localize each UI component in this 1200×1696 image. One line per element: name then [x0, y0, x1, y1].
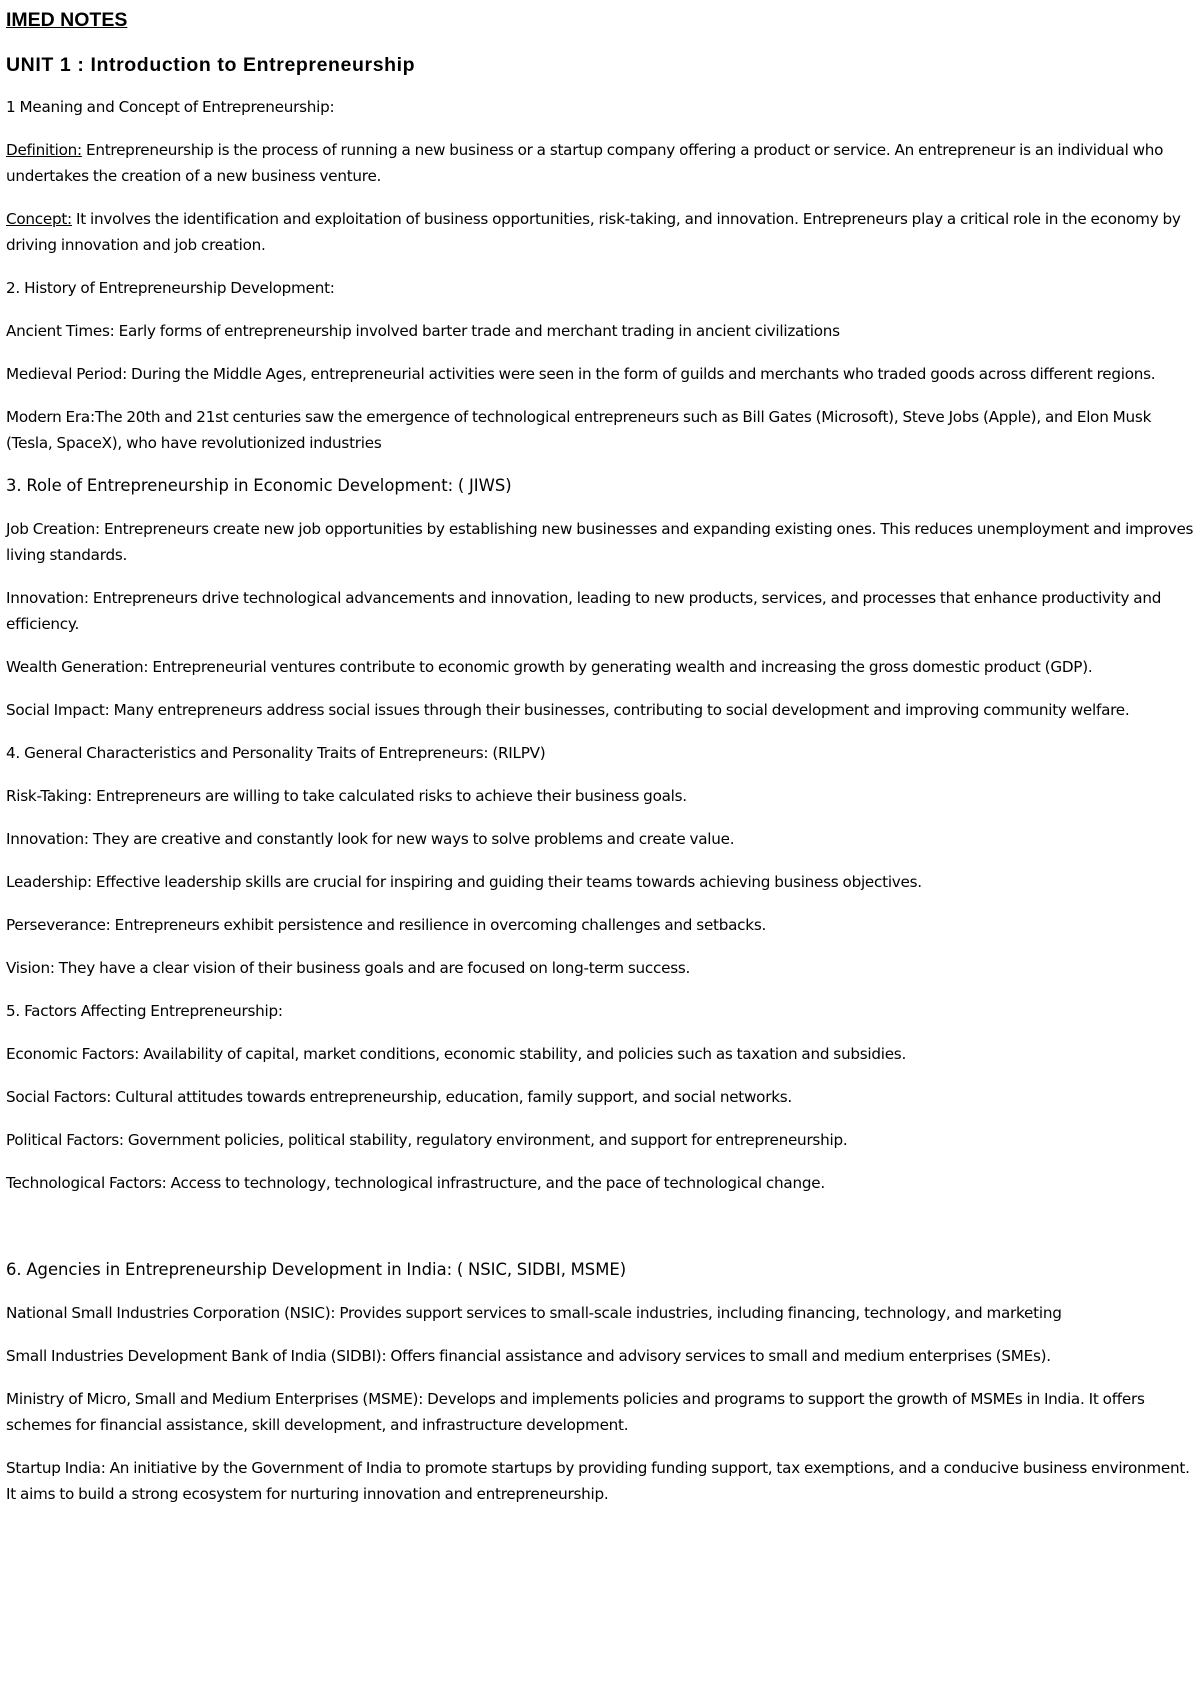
factor-item-political: Political Factors: Government policies, political stability, regulatory environment, and support for entrepreneurship.: [6, 1131, 848, 1149]
role-item-job-creation: Job Creation: Entrepreneurs create new job opportunities by establishing new businesses and expanding existing ones. This reduces unemployment and improves living standards.: [6, 520, 1194, 564]
role-item-wealth: Wealth Generation: Entrepreneurial ventures contribute to economic growth by generating wealth and increasing the gross domestic product (GDP).: [6, 658, 1093, 676]
section-heading-history: 2. History of Entrepreneurship Development:: [6, 279, 335, 297]
factor-item-economic: Economic Factors: Availability of capital, market conditions, economic stability, and policies such as taxation and subsidies.: [6, 1045, 907, 1063]
concept-paragraph: [6, 206, 1194, 258]
agency-item-nsic: National Small Industries Corporation (NSIC): Provides support services to small-scale industries, including financing, technology, and marketing: [6, 1304, 1062, 1322]
trait-item-vision: Vision: They have a clear vision of their business goals and are focused on long-term success.: [6, 959, 691, 977]
factor-item-technological: Technological Factors: Access to technology, technological infrastructure, and the pace of technological change.: [6, 1174, 825, 1192]
history-item-modern: Modern Era:The 20th and 21st centuries saw the emergence of technological entrepreneurs such as Bill Gates (Microsoft), Steve Jobs (Apple), and Elon Musk (Tesla, SpaceX), who have revolutionized industries: [6, 408, 1152, 452]
definition-paragraph: [6, 137, 1194, 189]
role-item-innovation: Innovation: Entrepreneurs drive technological advancements and innovation, leading to new products, services, and processes that enhance productivity and efficiency.: [6, 589, 1162, 633]
definition-text: Entrepreneurship is the process of running a new business or a startup company offering a product or service. An entrepreneur is an individual who undertakes the creation of a new business venture.: [6, 141, 1164, 185]
section-heading-factors: 5. Factors Affecting Entrepreneurship:: [6, 1002, 283, 1020]
concept-text: It involves the identification and exploitation of business opportunities, risk-taking, and innovation. Entrepreneurs play a critical role in the economy by driving innovation and job creation.: [6, 210, 1181, 254]
trait-item-risk: Risk-Taking: Entrepreneurs are willing to take calculated risks to achieve their business goals.: [6, 787, 687, 805]
document-title: IMED NOTES: [6, 9, 128, 31]
agency-item-msme: Ministry of Micro, Small and Medium Enterprises (MSME): Develops and implements policies and programs to support the growth of MSMEs in India. It offers schemes for financial assistance, skill development, and infrastructure development.: [6, 1390, 1145, 1434]
trait-item-perseverance: Perseverance: Entrepreneurs exhibit persistence and resilience in overcoming challenges and setbacks.: [6, 916, 767, 934]
document-page: [6, 8, 1194, 1524]
concept-label: Concept:: [6, 210, 72, 228]
history-item-medieval: Medieval Period: During the Middle Ages, entrepreneurial activities were seen in the form of guilds and merchants who traded goods across different regions.: [6, 365, 1156, 383]
agency-item-startup-india: Startup India: An initiative by the Government of India to promote startups by providing funding support, tax exemptions, and a conducive business environment. It aims to build a strong ecosystem for nurturing innovation and entrepreneurship.: [6, 1459, 1190, 1503]
section-heading-meaning: 1 Meaning and Concept of Entrepreneurship:: [6, 98, 335, 116]
unit-heading: UNIT 1 : Introduction to Entrepreneurship: [6, 54, 416, 76]
trait-item-leadership: Leadership: Effective leadership skills are crucial for inspiring and guiding their teams towards achieving business objectives.: [6, 873, 922, 891]
role-item-social-impact: Social Impact: Many entrepreneurs address social issues through their businesses, contributing to social development and improving community welfare.: [6, 701, 1130, 719]
definition-label: Definition:: [6, 141, 82, 159]
section-heading-agencies: 6. Agencies in Entrepreneurship Development in India: ( NSIC, SIDBI, MSME): [6, 1260, 627, 1279]
agency-item-sidbi: Small Industries Development Bank of India (SIDBI): Offers financial assistance and advisory services to small and medium enterprises (SMEs).: [6, 1347, 1051, 1365]
history-item-ancient: Ancient Times: Early forms of entrepreneurship involved barter trade and merchant trading in ancient civilizations: [6, 322, 840, 340]
section-heading-role: 3. Role of Entrepreneurship in Economic Development: ( JIWS): [6, 476, 512, 495]
trait-item-innovation: Innovation: They are creative and constantly look for new ways to solve problems and create value.: [6, 830, 735, 848]
section-gap: [6, 1213, 1194, 1257]
section-heading-traits: 4. General Characteristics and Personality Traits of Entrepreneurs: (RILPV): [6, 744, 546, 762]
factor-item-social: Social Factors: Cultural attitudes towards entrepreneurship, education, family support, and social networks.: [6, 1088, 792, 1106]
